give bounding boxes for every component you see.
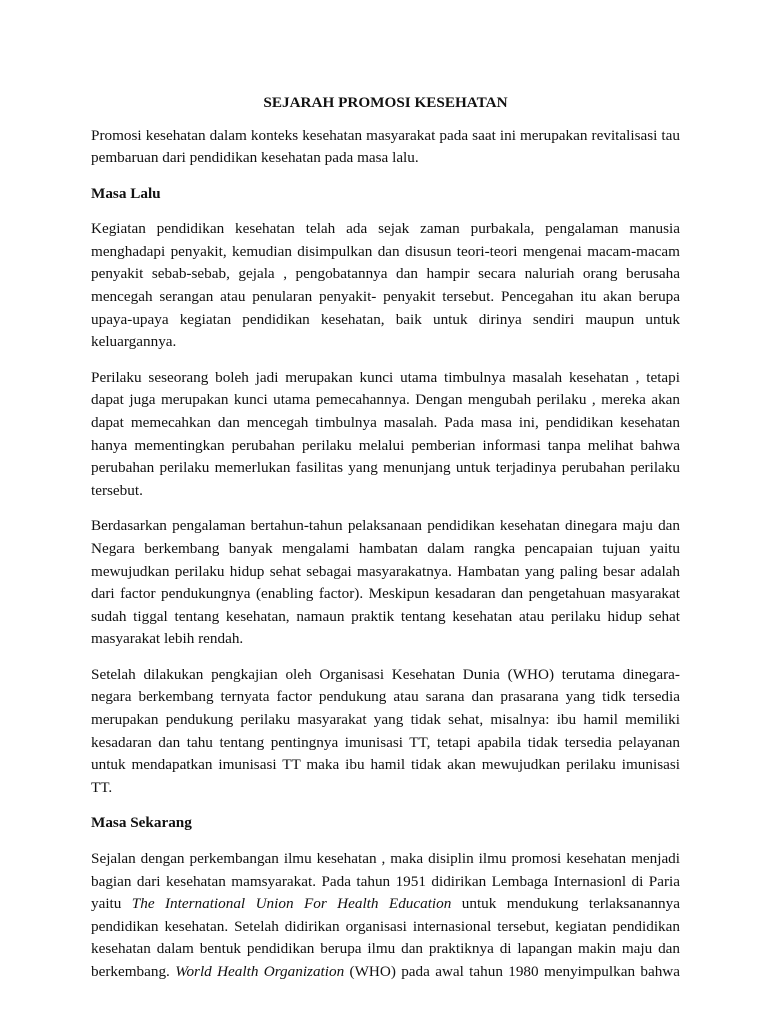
paragraph-masa-sekarang-1 bbox=[91, 848, 680, 984]
paragraph-masa-lalu-3: Berdasarkan pengalaman bertahun-tahun pelaksanaan pendidikan kesehatan dinegara maju dan Negara berkembang banyak mengalami hambatan dalam rangka pencapaian tujuan yaitu mewujudkan perilaku hidup sehat sebagai masyarakatnya. Hambatan yang paling besar adalah dari factor pendukungnya (enabling factor). Meskipun kesadaran dan pengetahuan masyarakat sudah tiggal tentang kesehatan, namaun praktik tentang kesehatan atau perilaku hidup sehat masyarakat lebih rendah. bbox=[91, 517, 680, 648]
text-run: untuk mendukung terlaksanannya pendidikan kesehatan. Setelah didirikan organisasi internasional tersebut, kegiatan pendidikan kesehatan dalam bentuk pendidikan berupa ilmu dan praktiknya di lapangan makin maju dan berkembang. bbox=[91, 895, 680, 980]
italic-org-name: The International Union For Health Education bbox=[131, 895, 452, 913]
intro-paragraph: Promosi kesehatan dalam konteks kesehatan masyarakat pada saat ini merupakan revitalisasi tau pembaruan dari pendidikan kesehatan pada masa lalu. bbox=[91, 126, 680, 167]
paragraph-masa-lalu-1: Kegiatan pendidikan kesehatan telah ada sejak zaman purbakala, pengalaman manusia menghadapi penyakit, kemudian disimpulkan dan disusun teori-teori mengenai macam-macam penyakit sebab-sebab, gejala , pengobatannya dan hampir secara naluriah orang berusaha mencegah serangan atau penularan penyakit- penyakit tersebut. Pencegahan itu akan berupa upaya-upaya kegiatan pendidikan kesehatan, baik untuk dirinya sendiri maupun untuk keluargannya. bbox=[91, 220, 680, 351]
section-heading-masa-sekarang: Masa Sekarang bbox=[91, 814, 192, 832]
section-heading-masa-lalu: Masa Lalu bbox=[91, 184, 161, 202]
document-title: SEJARAH PROMOSI KESEHATAN bbox=[263, 94, 508, 111]
text-run: Sejalan dengan perkembangan ilmu kesehatan , maka disiplin ilmu promosi kesehatan menjadi bagian dari kesehatan mamsyarakat. Pada tahun 1951 didirikan Lembaga Internasionl di Paria yaitu bbox=[91, 849, 680, 913]
document-content bbox=[91, 92, 680, 997]
paragraph-masa-lalu-2: Perilaku seseorang boleh jadi merupakan kunci utama timbulnya masalah kesehatan , tetapi dapat juga merupakan kunci utama pemecahannya. Dengan mengubah perilaku , mereka akan dapat memecahkan dan mencegah timbulnya masalah. Pada masa ini, pendidikan kesehatan hanya mementingkan perubahan perilaku melalui pemberian informasi tanpa melihat bahwa perubahan perilaku memerlukan fasilitas yang menunjang untuk terjadinya perubahan perilaku tersebut. bbox=[91, 368, 680, 499]
paragraph-masa-lalu-4: Setelah dilakukan pengkajian oleh Organisasi Kesehatan Dunia (WHO) terutama dinegara-negara berkembang ternyata factor pendukung atau sarana dan prasarana yang tidk tersedia merupakan pendukung perilaku masyarakat yang tidak sehat, misalnya: ibu hamil memiliki kesadaran dan tahu tentang pentingnya imunisasi TT, tetapi apabila tidak tersedia pelayanan untuk mendapatkan imunisasi TT maka ibu hamil tidak akan mewujudkan perilaku imunisasi TT. bbox=[91, 665, 680, 796]
text-run: (WHO) pada awal tahun 1980 menyimpulkan bahwa bbox=[344, 962, 681, 980]
italic-org-name: World Health Organization bbox=[175, 962, 345, 980]
